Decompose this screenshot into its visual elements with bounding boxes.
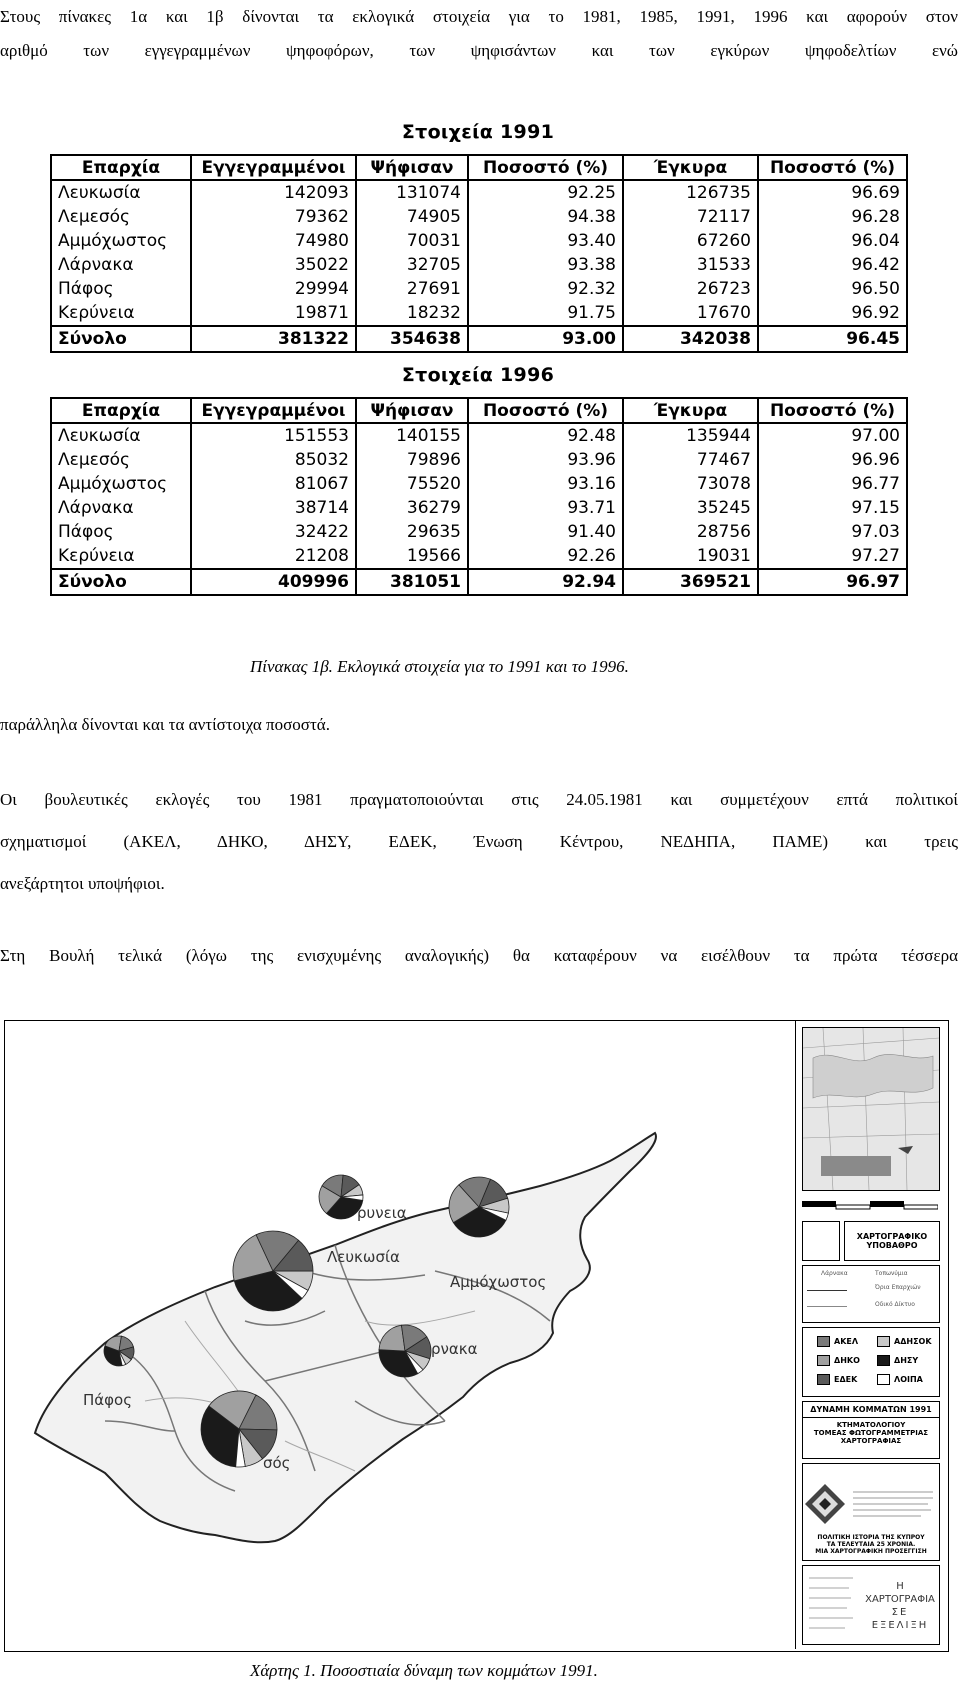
table-row bbox=[51, 448, 907, 472]
legend-label: ΔΗΣΥ bbox=[894, 1356, 919, 1365]
cell-registered: 29994 bbox=[191, 277, 356, 301]
project-line-1: ΠΟΛΙΤΙΚΗ ΙΣΤΟΡΙΑ ΤΗΣ ΚΥΠΡΟΥ bbox=[817, 1534, 925, 1541]
university-logo bbox=[803, 1464, 939, 1544]
cell-turnout-pct: 92.48 bbox=[468, 423, 623, 448]
city-label-paphos: Πάφος bbox=[83, 1391, 133, 1409]
legend-item bbox=[817, 1336, 858, 1347]
pie-chart bbox=[379, 1325, 431, 1377]
table-total-row bbox=[51, 326, 907, 352]
basemap-title: ΧΑΡΤΟΓΡΑΦΙΚΟ ΥΠΟΒΑΘΡΟ bbox=[844, 1221, 940, 1261]
cell-turnout-pct: 94.38 bbox=[468, 205, 623, 229]
cell-voted: 140155 bbox=[356, 423, 468, 448]
city-label-kyrenia: ρυνεια bbox=[357, 1204, 407, 1222]
col-header-registered: Εγγεγραμμένοι bbox=[191, 398, 356, 423]
cell-voted: 131074 bbox=[356, 180, 468, 205]
cell-voted: 36279 bbox=[356, 496, 468, 520]
table-caption: Πίνακας 1β. Εκλογικά στοιχεία για το 1991 και το 1996. bbox=[250, 657, 629, 676]
paragraph-2-line-3: ανεξάρτητοι υποψήφιοι. bbox=[0, 874, 165, 893]
cell-turnout-pct: 93.16 bbox=[468, 472, 623, 496]
cell-turnout-pct: 93.96 bbox=[468, 448, 623, 472]
cell-registered: 381322 bbox=[191, 326, 356, 352]
cell-valid: 26723 bbox=[623, 277, 758, 301]
cell-valid: 67260 bbox=[623, 229, 758, 253]
cell-turnout-pct: 91.40 bbox=[468, 520, 623, 544]
col-header-voted: Ψήφισαν bbox=[356, 155, 468, 180]
paragraph-1-line-2: αριθμό των εγγεγραμμένων ψηφοφόρων, των ψηφισάντων και των εγκύρων ψηφοδελτίων ενώ bbox=[0, 41, 958, 60]
cell-valid-pct: 96.96 bbox=[758, 448, 907, 472]
cell-turnout-pct: 93.00 bbox=[468, 326, 623, 352]
cell-voted: 79896 bbox=[356, 448, 468, 472]
cell-voted: 70031 bbox=[356, 229, 468, 253]
event-line-2: ΣΕ ΕΞΕΛΙΞΗ bbox=[871, 1607, 929, 1631]
city-label-larnaca: ρνακα bbox=[431, 1340, 478, 1358]
project-line-3: ΜΙΑ ΧΑΡΤΟΓΡΑΦΙΚΗ ΠΡΟΣΕΓΓΙΣΗ bbox=[815, 1548, 927, 1555]
paragraph-1-line-3: παράλληλα δίνονται και τα αντίστοιχα ποσοστά. bbox=[0, 715, 330, 734]
party-legend bbox=[802, 1327, 940, 1397]
legend-item bbox=[817, 1374, 857, 1385]
col-header-turnout-pct: Ποσοστό (%) bbox=[468, 398, 623, 423]
inset-map-drawing bbox=[803, 1028, 939, 1190]
legend-item bbox=[877, 1374, 923, 1385]
cell-valid: 369521 bbox=[623, 569, 758, 595]
cell-valid-pct: 96.69 bbox=[758, 180, 907, 205]
cell-valid-pct: 96.97 bbox=[758, 569, 907, 595]
cell-district: Κερύνεια bbox=[51, 544, 191, 569]
cell-district: Αμμόχωστος bbox=[51, 472, 191, 496]
cell-turnout-pct: 92.26 bbox=[468, 544, 623, 569]
cell-turnout-pct: 93.71 bbox=[468, 496, 623, 520]
col-header-valid: Έγκυρα bbox=[623, 155, 758, 180]
legend-swatch bbox=[877, 1374, 890, 1385]
cyprus-party-strength-map bbox=[4, 1020, 949, 1652]
table-row bbox=[51, 180, 907, 205]
legend-item bbox=[877, 1355, 918, 1366]
cell-valid-pct: 97.00 bbox=[758, 423, 907, 448]
project-line-2: ΤΑ ΤΕΛΕΥΤΑΙΑ 25 ΧΡΟΝΙΑ. bbox=[826, 1541, 916, 1548]
scale-bar bbox=[802, 1199, 938, 1207]
legend-label: ΑΔΗΣΟΚ bbox=[894, 1337, 932, 1346]
cell-voted: 75520 bbox=[356, 472, 468, 496]
pie-chart bbox=[449, 1177, 509, 1237]
org-line-2: ΤΟΜΕΑΣ ΦΩΤΟΓΡΑΜΜΕΤΡΙΑΣ bbox=[813, 1429, 929, 1437]
pie-chart bbox=[104, 1336, 134, 1366]
legend-label: ΕΔΕΚ bbox=[834, 1375, 858, 1384]
event-box bbox=[802, 1565, 940, 1645]
col-header-registered: Εγγεγραμμένοι bbox=[191, 155, 356, 180]
cell-voted: 19566 bbox=[356, 544, 468, 569]
cell-valid: 135944 bbox=[623, 423, 758, 448]
city-label-limassol: σός bbox=[263, 1454, 291, 1472]
table-total-row bbox=[51, 569, 907, 595]
cell-registered: 81067 bbox=[191, 472, 356, 496]
col-header-valid-pct: Ποσοστό (%) bbox=[758, 398, 907, 423]
cell-valid-pct: 96.77 bbox=[758, 472, 907, 496]
cell-valid: 77467 bbox=[623, 448, 758, 472]
table-1996-header-row bbox=[51, 398, 907, 423]
cell-valid-pct: 96.04 bbox=[758, 229, 907, 253]
table-1996-title: Στοιχεία 1996 bbox=[401, 364, 555, 386]
cell-valid-pct: 96.50 bbox=[758, 277, 907, 301]
col-header-district: Επαρχία bbox=[51, 398, 191, 423]
north-arrow-box bbox=[802, 1221, 840, 1261]
cell-district: Σύνολο bbox=[51, 326, 191, 352]
table-row bbox=[51, 229, 907, 253]
cell-registered: 409996 bbox=[191, 569, 356, 595]
cell-registered: 19871 bbox=[191, 301, 356, 326]
cell-turnout-pct: 92.25 bbox=[468, 180, 623, 205]
cell-valid-pct: 97.03 bbox=[758, 520, 907, 544]
table-1996 bbox=[50, 397, 908, 596]
cell-valid: 126735 bbox=[623, 180, 758, 205]
cyprus-map-drawing bbox=[5, 1021, 795, 1649]
cell-registered: 32422 bbox=[191, 520, 356, 544]
table-row bbox=[51, 520, 907, 544]
org-line-1: ΚΤΗΜΑΤΟΛΟΓΙΟΥ bbox=[836, 1421, 906, 1429]
table-1991-title: Στοιχεία 1991 bbox=[401, 121, 555, 143]
cell-turnout-pct: 93.38 bbox=[468, 253, 623, 277]
cell-registered: 85032 bbox=[191, 448, 356, 472]
paragraph-1-line-1: Στους πίνακες 1α και 1β δίνονται τα εκλογικά στοιχεία για το 1981, 1985, 1991, 1996 και αφορούν στον bbox=[0, 7, 958, 26]
cell-registered: 21208 bbox=[191, 544, 356, 569]
table-row bbox=[51, 301, 907, 326]
cell-district: Λεμεσός bbox=[51, 205, 191, 229]
city-label-nicosia: Λευκωσία bbox=[327, 1248, 400, 1266]
table-row bbox=[51, 277, 907, 301]
cell-turnout-pct: 92.32 bbox=[468, 277, 623, 301]
table-row bbox=[51, 496, 907, 520]
cell-district: Αμμόχωστος bbox=[51, 229, 191, 253]
cell-registered: 151553 bbox=[191, 423, 356, 448]
legend-swatch bbox=[817, 1374, 830, 1385]
cell-voted: 74905 bbox=[356, 205, 468, 229]
cell-valid: 28756 bbox=[623, 520, 758, 544]
cell-valid: 19031 bbox=[623, 544, 758, 569]
cell-district: Σύνολο bbox=[51, 569, 191, 595]
cell-registered: 142093 bbox=[191, 180, 356, 205]
table-row bbox=[51, 253, 907, 277]
cell-registered: 35022 bbox=[191, 253, 356, 277]
table-row bbox=[51, 472, 907, 496]
paragraph-2-line-2: σχηματισμοί (ΑΚΕΛ, ΔΗΚΟ, ΔΗΣΥ, ΕΔΕΚ, Ένωση Κέντρου, ΝΕΔΗΠΑ, ΠΑΜΕ) και τρεις bbox=[0, 832, 958, 851]
cell-valid-pct: 96.28 bbox=[758, 205, 907, 229]
basemap-item-district-borders: Όρια Επαρχιών bbox=[875, 1284, 921, 1291]
cell-valid: 35245 bbox=[623, 496, 758, 520]
col-header-district: Επαρχία bbox=[51, 155, 191, 180]
cell-district: Λάρνακα bbox=[51, 496, 191, 520]
col-header-valid: Έγκυρα bbox=[623, 398, 758, 423]
basemap-item-toponyms: Τοπωνύμια bbox=[875, 1270, 908, 1277]
cell-district: Κερύνεια bbox=[51, 301, 191, 326]
cell-district: Λεμεσός bbox=[51, 448, 191, 472]
cell-valid-pct: 97.15 bbox=[758, 496, 907, 520]
cell-voted: 32705 bbox=[356, 253, 468, 277]
basemap-item-town: Λάρνακα bbox=[821, 1270, 848, 1277]
cell-district: Πάφος bbox=[51, 520, 191, 544]
cell-voted: 354638 bbox=[356, 326, 468, 352]
cell-valid: 31533 bbox=[623, 253, 758, 277]
table-row bbox=[51, 205, 907, 229]
legend-item bbox=[817, 1355, 860, 1366]
legend-swatch bbox=[877, 1336, 890, 1347]
pie-chart bbox=[233, 1231, 313, 1311]
cell-turnout-pct: 93.40 bbox=[468, 229, 623, 253]
col-header-turnout-pct: Ποσοστό (%) bbox=[468, 155, 623, 180]
cell-voted: 29635 bbox=[356, 520, 468, 544]
legend-swatch bbox=[877, 1355, 890, 1366]
title-block bbox=[802, 1401, 940, 1459]
table-row bbox=[51, 544, 907, 569]
legend-label: ΔΗΚΟ bbox=[834, 1356, 860, 1365]
paragraph-2-line-1: Οι βουλευτικές εκλογές του 1981 πραγματοποιούνται στις 24.05.1981 και συμμετέχουν επτά πολιτικοί bbox=[0, 790, 958, 809]
cell-valid: 72117 bbox=[623, 205, 758, 229]
map-caption: Χάρτης 1. Ποσοστιαία δύναμη των κομμάτων 1991. bbox=[250, 1661, 598, 1680]
col-header-valid-pct: Ποσοστό (%) bbox=[758, 155, 907, 180]
basemap-item-road-network: Οδικό Δίκτυο bbox=[875, 1301, 915, 1308]
cell-turnout-pct: 91.75 bbox=[468, 301, 623, 326]
cell-district: Λευκωσία bbox=[51, 180, 191, 205]
cell-voted: 381051 bbox=[356, 569, 468, 595]
cell-valid: 73078 bbox=[623, 472, 758, 496]
cell-registered: 74980 bbox=[191, 229, 356, 253]
legend-swatch bbox=[817, 1355, 830, 1366]
cell-valid-pct: 97.27 bbox=[758, 544, 907, 569]
cell-valid-pct: 96.92 bbox=[758, 301, 907, 326]
election-tables bbox=[50, 110, 906, 610]
map-legend-panel bbox=[795, 1021, 946, 1649]
event-line-1: Η ΧΑΡΤΟΓΡΑΦΙΑ bbox=[865, 1581, 935, 1605]
credits-lines bbox=[805, 1566, 861, 1644]
cell-voted: 27691 bbox=[356, 277, 468, 301]
table-row bbox=[51, 423, 907, 448]
legend-swatch bbox=[817, 1336, 830, 1347]
cell-registered: 79362 bbox=[191, 205, 356, 229]
cell-valid-pct: 96.42 bbox=[758, 253, 907, 277]
cell-registered: 38714 bbox=[191, 496, 356, 520]
col-header-voted: Ψήφισαν bbox=[356, 398, 468, 423]
strength-title: ΔΥΝΑΜΗ ΚΟΜΜΑΤΩΝ 1991 bbox=[803, 1402, 939, 1418]
inset-location-map bbox=[802, 1027, 940, 1191]
city-label-famagusta: Αμμόχωστος bbox=[450, 1273, 547, 1291]
legend-label: ΑΚΕΛ bbox=[834, 1337, 859, 1346]
legend-item bbox=[877, 1336, 932, 1347]
cell-district: Λάρνακα bbox=[51, 253, 191, 277]
org-line-3: ΧΑΡΤΟΓΡΑΦΙΑΣ bbox=[840, 1437, 902, 1445]
paragraph-3-line-1: Στη Βουλή τελικά (λόγω της ενισχυμένης αναλογικής) θα καταφέρουν να εισέλθουν τα πρώτα τέσσερα bbox=[0, 946, 958, 965]
cell-valid: 17670 bbox=[623, 301, 758, 326]
table-1991 bbox=[50, 154, 908, 353]
cell-turnout-pct: 92.94 bbox=[468, 569, 623, 595]
table-1991-header-row bbox=[51, 155, 907, 180]
basemap-legend bbox=[802, 1265, 940, 1323]
legend-label: ΛΟΙΠΑ bbox=[894, 1375, 923, 1384]
institution-logo-box bbox=[802, 1463, 940, 1561]
cell-valid-pct: 96.45 bbox=[758, 326, 907, 352]
cell-valid: 342038 bbox=[623, 326, 758, 352]
cell-voted: 18232 bbox=[356, 301, 468, 326]
cell-district: Πάφος bbox=[51, 277, 191, 301]
cell-district: Λευκωσία bbox=[51, 423, 191, 448]
